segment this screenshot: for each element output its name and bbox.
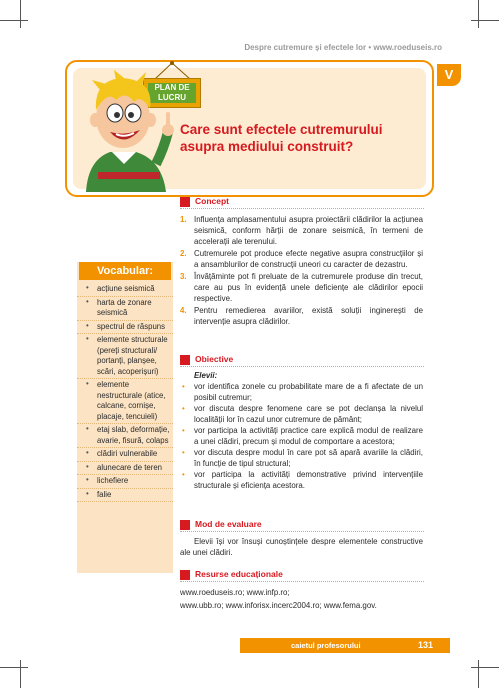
vocabular-item: • clădiri vulnerabile (77, 448, 173, 462)
vocabular-item: • lichefiere (77, 475, 173, 489)
crop-mark (20, 0, 21, 28)
resurse-heading: Resurse educaționale (180, 569, 424, 582)
vocabular-item: • falie (77, 489, 173, 503)
page-footer (240, 638, 450, 653)
vocabular-item: • elemente nestructurale (atice, calcane, cornișe, placaje, tencuieli) (77, 379, 173, 424)
obiective-item: • vor discuta despre fenomene care se pot declanșa la nivelul localității lor în cazul unor cutremure de pământ; (180, 403, 423, 425)
crop-mark (478, 0, 479, 28)
vocabular-title: Vocabular: (79, 262, 171, 280)
crop-mark (471, 20, 499, 21)
footer-title: caietul profesorului (291, 641, 361, 650)
plan-question: Care sunt efectele cutremurului asupra mediului construit? (180, 122, 383, 154)
crop-mark (0, 20, 28, 21)
concept-item: 1. Influența amplasamentului asupra proiectării clădirilor la acțiunea seismică, conform hărții de zonare seismică, în termeni de accelerații ale terenului. (180, 215, 423, 246)
page-number: 131 (418, 640, 434, 650)
crop-mark (471, 667, 499, 668)
obiective-item: • vor identifica zonele cu probabilitate mare de a fi afectate de un posibil cutremur; (180, 381, 423, 403)
crop-mark (478, 660, 479, 688)
evaluare-text: Elevii își vor însuși cunoștințele despre elementele constructive ale unei clădiri. (180, 537, 423, 557)
vocabular-item: • harta de zonare seismică (77, 297, 173, 321)
vocabular-item: • alunecare de teren (77, 462, 173, 476)
obiective-list (180, 381, 423, 491)
plan-sign-label: PLAN DE LUCRU (148, 83, 196, 103)
concept-list (180, 214, 423, 327)
obiective-block (180, 370, 423, 491)
crop-mark (0, 667, 28, 668)
resurse-block (180, 586, 423, 612)
running-header: Despre cutremure și efectele lor • www.roeduseis.ro (244, 43, 442, 52)
obiective-item: • vor participa la activități practice care explică modul de realizare a unei clădiri, precum și modul de comportare a acestora; (180, 425, 423, 447)
cartoon-boy-icon (76, 68, 176, 192)
chapter-tab: V (437, 64, 461, 86)
vocabular-box (77, 262, 173, 573)
evaluare-heading: Mod de evaluare (180, 519, 424, 532)
vocabular-item: • etaj slab, deformație, avarie, fisură, colaps (77, 424, 173, 448)
vocabular-item: • elemente structurale (pereți structurali/ portanți, planșee, scări, acoperișuri) (77, 334, 173, 379)
concept-item: 4. Pentru remedierea avariilor, există soluții inginerești de intervenție asupra clădirilor. (180, 306, 423, 326)
concept-list-block (180, 214, 423, 328)
concept-heading: Concept (180, 196, 424, 209)
obiective-item: • vor participa la activități demonstrative privind intervențiile structurale și eficiența acestora. (180, 469, 423, 491)
resurse-line: www.ubb.ro; www.inforisx.incerc2004.ro; www.fema.gov. (180, 601, 377, 610)
crop-mark (20, 660, 21, 688)
vocabular-list (77, 283, 173, 502)
obiective-item: • vor discuta despre modul în care pot să apară avariile la clădiri, în funcție de tipul structural; (180, 447, 423, 469)
concept-item: 3. Învățăminte pot fi preluate de la cutremurele produse din trecut, care au pus în evidență unele deficiențe ale clădirilor epocii respective. (180, 272, 423, 303)
obiective-heading: Obiective (180, 354, 424, 367)
concept-item: 2. Cutremurele pot produce efecte negative asupra construcțiilor și a ansamblurilor de construcții uneori cu caracter de dezastru. (180, 249, 423, 269)
vocabular-item: • spectrul de răspuns (77, 321, 173, 335)
vocabular-item: • acțiune seismică (77, 283, 173, 297)
resurse-line: www.roeduseis.ro; www.infp.ro; (180, 588, 290, 597)
obiective-lead: Elevii: (194, 371, 218, 380)
